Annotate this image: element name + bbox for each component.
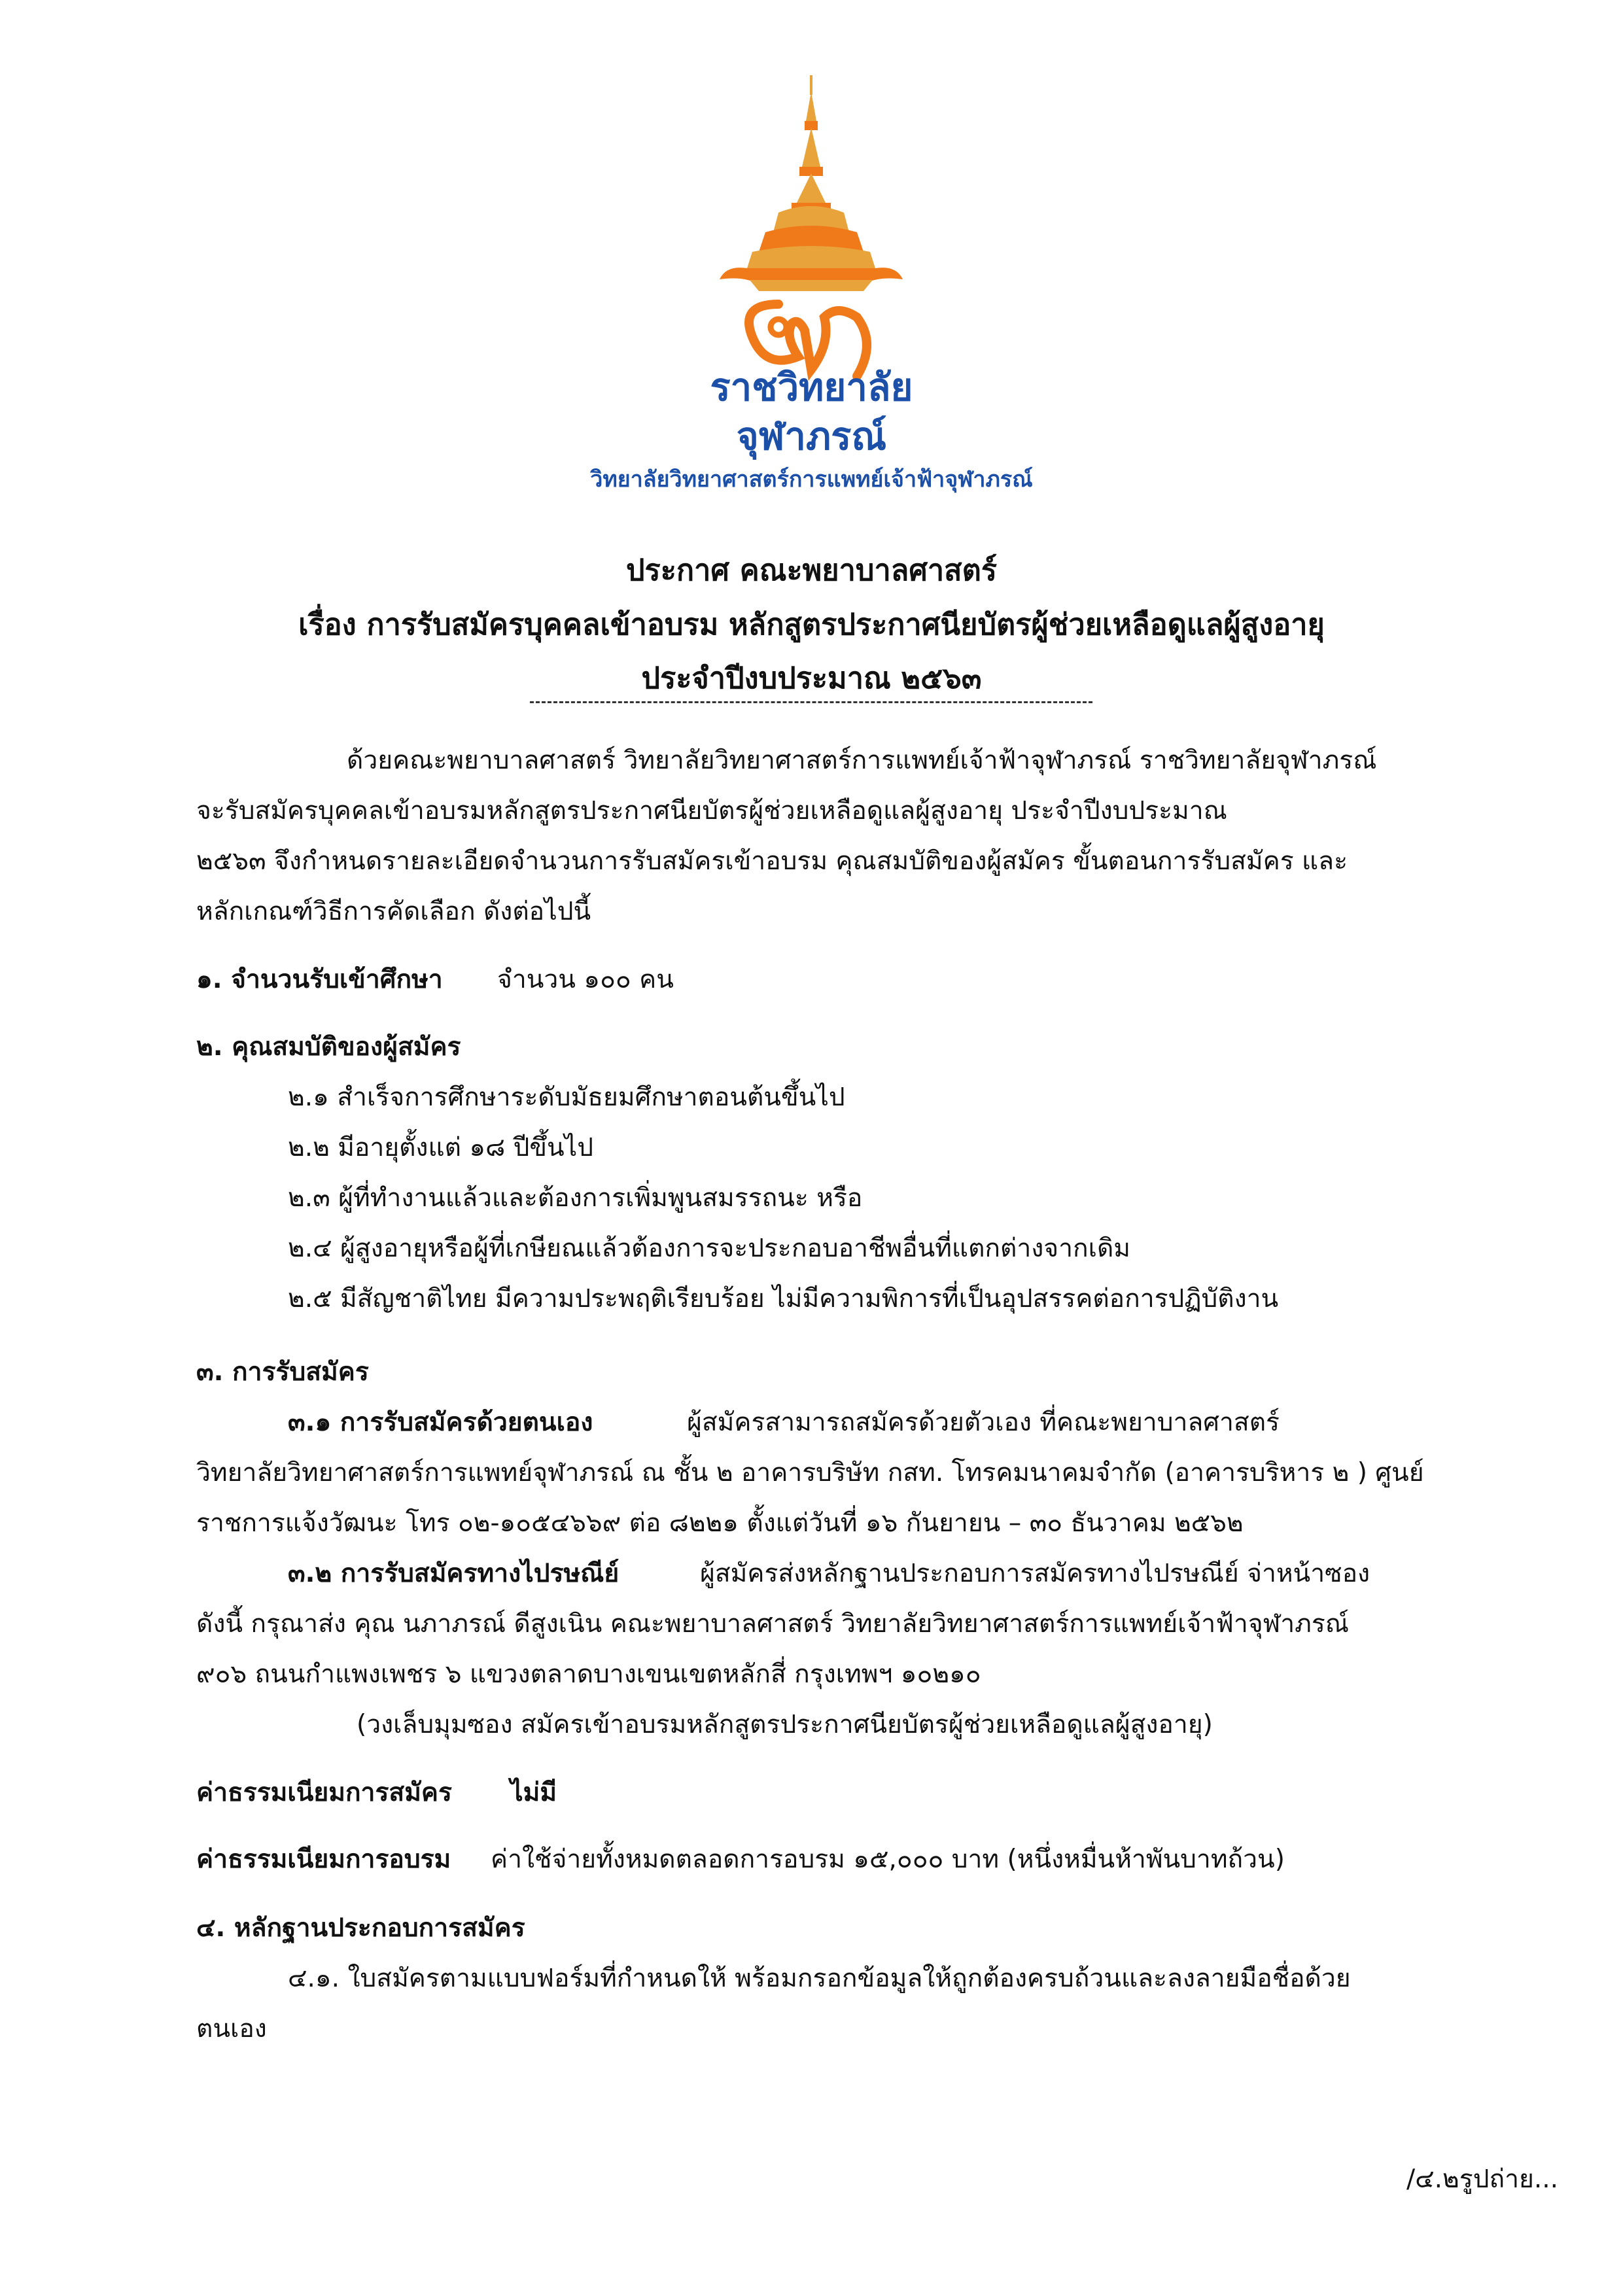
section-2-item: ๒.๓ ผู้ที่ทำงานแล้วและต้องการเพิ่มพูนสมรรถนะ หรือ bbox=[288, 1183, 863, 1213]
announcement-title-3: ประจำปีงบประมาณ ๒๕๖๓ bbox=[641, 661, 982, 695]
section-3-heading: ๓. การรับสมัคร bbox=[196, 1357, 369, 1387]
royal-crown-emblem-icon bbox=[700, 69, 922, 389]
section-3-1-line-2: วิทยาลัยวิทยาศาสตร์การแพทย์จุฬาภรณ์ ณ ชั้น ๒ อาคารบริษัท กสท. โทรคมนาคมจำกัด (อาคารบริหาร ๒ ) ศูนย์ bbox=[196, 1458, 1424, 1487]
section-3-1-title: ๓.๑ การรับสมัครด้วยตนเอง bbox=[288, 1408, 593, 1437]
announcement-title-1: ประกาศ คณะพยาบาลศาสตร์ bbox=[625, 553, 998, 587]
section-4-heading: ๔. หลักฐานประกอบการสมัคร bbox=[196, 1913, 525, 1943]
training-fee-label: ค่าธรรมเนียมการอบรม bbox=[196, 1845, 451, 1874]
section-3-2-note: (วงเล็บมุมซอง สมัครเข้าอบรมหลักสูตรประกาศนียบัตรผู้ช่วยเหลือดูแลผู้สูงอายุ) bbox=[357, 1710, 1213, 1739]
section-2-item: ๒.๕ มีสัญชาติไทย มีความประพฤติเรียบร้อย ไม่มีความพิการที่เป็นอุปสรรคต่อการปฏิบัติงาน bbox=[288, 1284, 1279, 1313]
training-fee-value: ค่าใช้จ่ายทั้งหมดตลอดการอบรม ๑๕,๐๐๐ บาท (หนึ่งหมื่นห้าพันบาทถ้วน) bbox=[491, 1845, 1285, 1874]
section-3-2-title: ๓.๒ การรับสมัครทางไปรษณีย์ bbox=[288, 1559, 620, 1588]
section-3-2-line-1: ผู้สมัครส่งหลักฐานประกอบการสมัครทางไปรษณีย์ จ่าหน้าซอง bbox=[700, 1559, 1370, 1588]
intro-line-3: ๒๕๖๓ จึงกำหนดรายละเอียดจำนวนการรับสมัครเข้าอบรม คุณสมบัติของผู้สมัคร ขั้นตอนการรับสมัคร และ bbox=[196, 846, 1348, 876]
intro-line-1: ด้วยคณะพยาบาลศาสตร์ วิทยาลัยวิทยาศาสตร์การแพทย์เจ้าฟ้าจุฬาภรณ์ ราชวิทยาลัยจุฬาภรณ์ bbox=[347, 746, 1377, 775]
section-2-item: ๒.๔ ผู้สูงอายุหรือผู้ที่เกษียณแล้วต้องการจะประกอบอาชีพอื่นที่แตกต่างจากเดิม bbox=[288, 1234, 1131, 1263]
section-2-item: ๒.๑ สำเร็จการศึกษาระดับมัธยมศึกษาตอนต้นขึ้นไป bbox=[288, 1083, 845, 1112]
section-2-heading: ๒. คุณสมบัติของผู้สมัคร bbox=[196, 1032, 461, 1062]
section-1-heading: ๑. จำนวนรับเข้าศึกษา bbox=[196, 965, 443, 994]
institution-subtitle: วิทยาลัยวิทยาศาสตร์การแพทย์เจ้าฟ้าจุฬาภรณ์ bbox=[590, 466, 1033, 493]
institution-name-line-2: จุฬาภรณ์ bbox=[736, 414, 887, 459]
intro-line-2: จะรับสมัครบุคคลเข้าอบรมหลักสูตรประกาศนียบัตรผู้ช่วยเหลือดูแลผู้สูงอายุ ประจำปีงบประมาณ bbox=[196, 796, 1227, 826]
application-fee-value: ไม่มี bbox=[510, 1778, 557, 1807]
section-3-1-line-3: ราชการแจ้งวัฒนะ โทร ๐๒-๑๐๕๔๖๖๙ ต่อ ๘๒๒๑ ตั้งแต่วันที่ ๑๖ กันยายน – ๓๐ ธันวาคม ๒๕๖๒ bbox=[196, 1508, 1244, 1538]
section-3-2-line-3: ๙๐๖ ถนนกำแพงเพชร ๖ แขวงตลาดบางเขนเขตหลักสี่ กรุงเทพฯ ๑๐๒๑๐ bbox=[196, 1660, 981, 1689]
application-fee-label: ค่าธรรมเนียมการสมัคร bbox=[196, 1778, 452, 1807]
page-continuation: /๔.๒รูปถ่าย... bbox=[1406, 2165, 1559, 2194]
section-3-2-line-2: ดังนี้ กรุณาส่ง คุณ นภาภรณ์ ดีสูงเนิน คณะพยาบาลศาสตร์ วิทยาลัยวิทยาศาสตร์การแพทย์เจ้าฟ้าจุฬาภรณ์ bbox=[196, 1609, 1349, 1639]
announcement-title-2: เรื่อง การรับสมัครบุคคลเข้าอบรม หลักสูตรประกาศนียบัตรผู้ช่วยเหลือดูแลผู้สูงอายุ bbox=[298, 607, 1325, 642]
section-1-value: จำนวน ๑๐๐ คน bbox=[497, 965, 674, 994]
title-separator bbox=[530, 701, 1092, 703]
section-4-item-1-line-1: ๔.๑. ใบสมัครตามแบบฟอร์มที่กำหนดให้ พร้อมกรอกข้อมูลให้ถูกต้องครบถ้วนและลงลายมือชื่อด้วย bbox=[288, 1964, 1351, 1993]
section-3-1-line-1: ผู้สมัครสามารถสมัครด้วยตัวเอง ที่คณะพยาบาลศาสตร์ bbox=[687, 1408, 1280, 1437]
section-2-item: ๒.๒ มีอายุตั้งแต่ ๑๘ ปีขึ้นไป bbox=[288, 1133, 594, 1162]
institution-name-line-1: ราชวิทยาลัย bbox=[710, 365, 913, 409]
section-4-item-1-line-2: ตนเอง bbox=[196, 2014, 267, 2044]
intro-line-4: หลักเกณฑ์วิธีการคัดเลือก ดังต่อไปนี้ bbox=[196, 897, 591, 926]
